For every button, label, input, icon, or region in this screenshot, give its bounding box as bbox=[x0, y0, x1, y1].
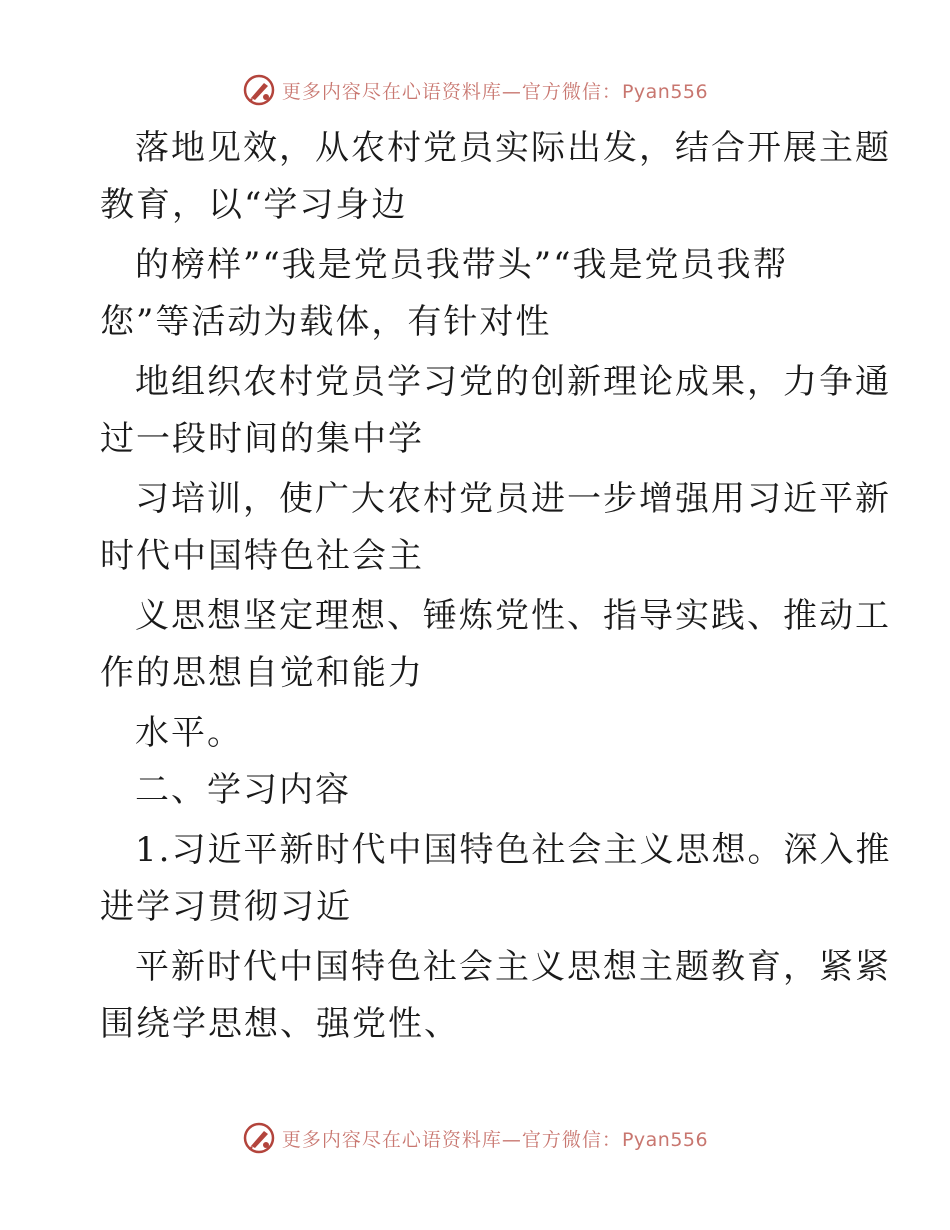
text-line: 您”等活动为载体，有针对性 bbox=[100, 302, 552, 342]
text-line: 过一段时间的集中学 bbox=[100, 419, 424, 459]
text-line: 义思想坚定理想、锤炼党性、指导实践、推动工 bbox=[135, 596, 891, 636]
footer-banner-wechat-id: Pyan556 bbox=[621, 1128, 709, 1151]
header-banner-prefix: 更多内容尽在心语资料库 bbox=[281, 80, 502, 103]
footer-banner-dash: — bbox=[501, 1128, 522, 1151]
text-line: 作的思想自觉和能力 bbox=[100, 653, 424, 693]
text-line: 落地见效，从农村党员实际出发，结合开展主题 bbox=[135, 128, 891, 168]
text-line: 水平。 bbox=[135, 713, 243, 753]
text-line: 围绕学思想、强党性、 bbox=[100, 1004, 460, 1044]
text-line: 时代中国特色社会主 bbox=[100, 536, 424, 576]
text-line: 教育，以“学习身边 bbox=[100, 185, 408, 225]
pen-logo-icon bbox=[242, 1121, 276, 1155]
header-banner-dash: — bbox=[501, 80, 522, 103]
footer-banner bbox=[0, 1118, 950, 1158]
text-line: 1.习近平新时代中国特色社会主义思想。深入推 bbox=[135, 830, 892, 870]
header-banner-wechat-id: Pyan556 bbox=[621, 80, 709, 103]
text-line: 地组织农村党员学习党的创新理论成果，力争通 bbox=[135, 362, 891, 402]
footer-banner-text bbox=[282, 1125, 708, 1152]
section-heading: 二、学习内容 bbox=[135, 770, 351, 810]
text-line: 平新时代中国特色社会主义思想主题教育，紧紧 bbox=[135, 947, 891, 987]
footer-banner-wechat-label: 官方微信： bbox=[521, 1128, 622, 1151]
header-banner-wechat-label: 官方微信： bbox=[521, 80, 622, 103]
text-line: 进学习贯彻习近 bbox=[100, 887, 352, 927]
text-line: 的榜样”“我是党员我带头”“我是党员我帮 bbox=[135, 245, 789, 285]
text-line: 习培训，使广大农村党员进一步增强用习近平新 bbox=[135, 479, 891, 519]
footer-banner-prefix: 更多内容尽在心语资料库 bbox=[281, 1128, 502, 1151]
